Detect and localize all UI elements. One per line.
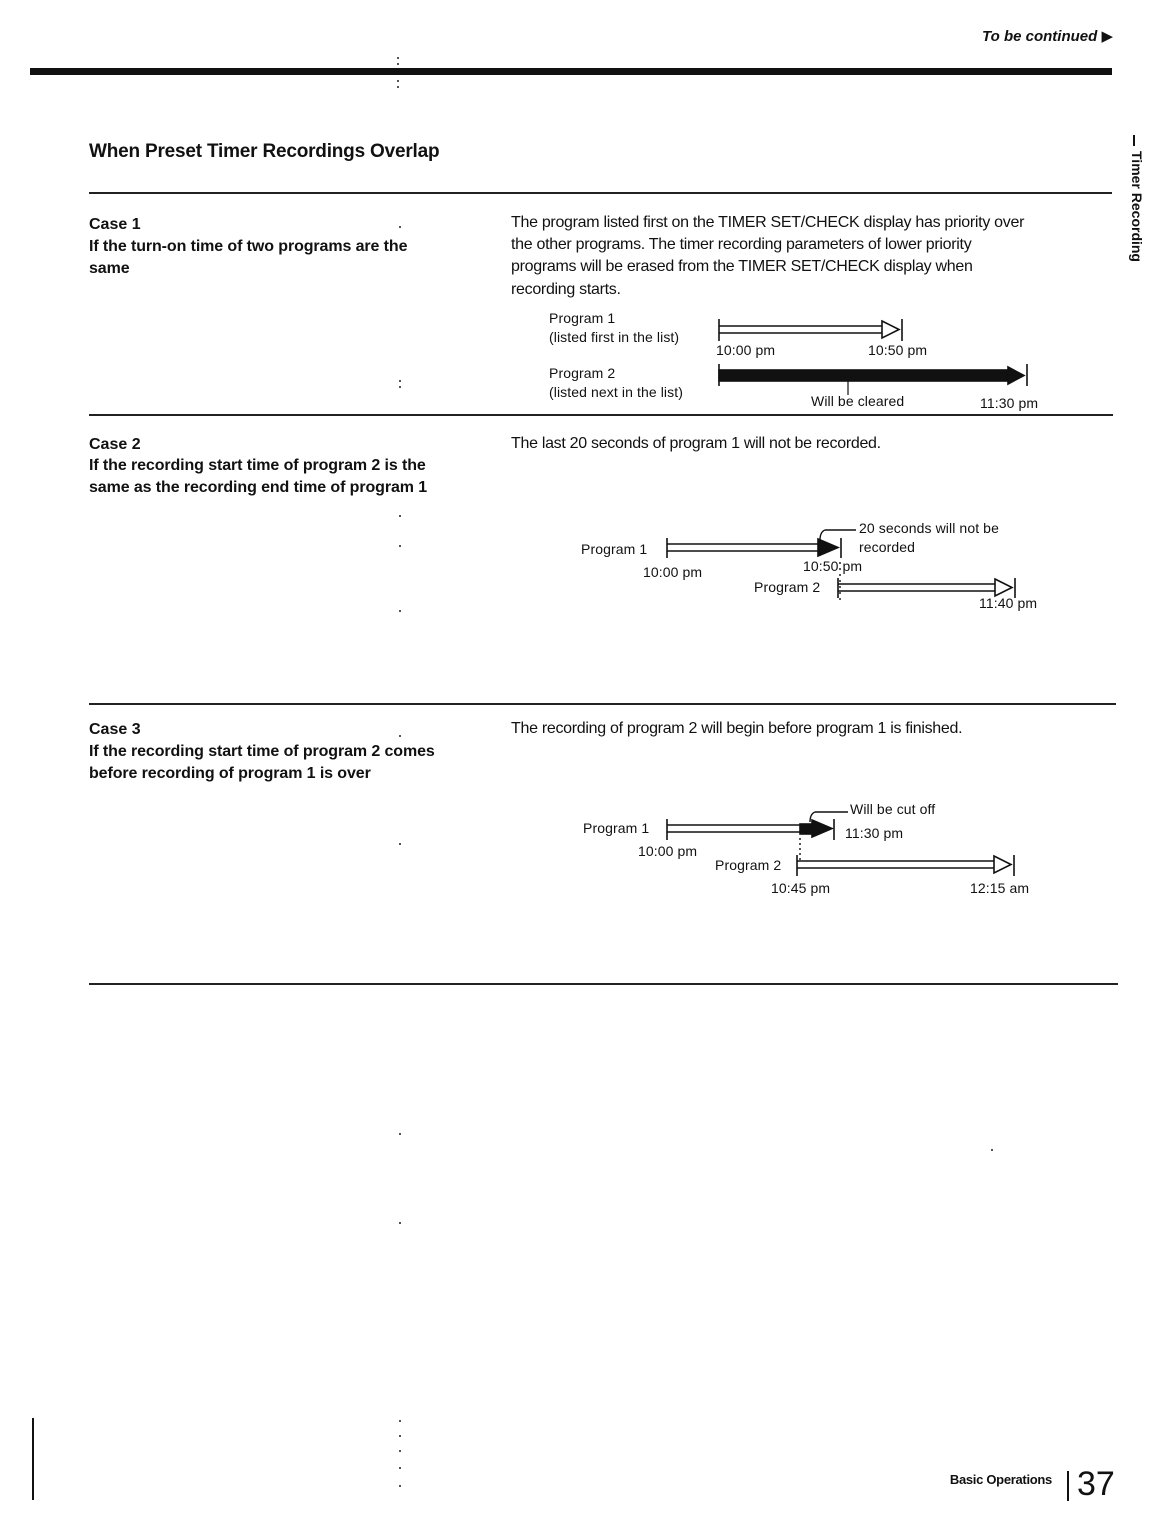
case2-subtitle-line2: same as the recording end time of program 1 xyxy=(89,479,428,496)
binding-dot xyxy=(397,86,399,88)
case3-p2-start-time: 10:45 pm xyxy=(771,880,831,896)
binding-dot xyxy=(397,63,399,65)
binding-dot xyxy=(399,1485,401,1487)
case1-program2-bar xyxy=(719,364,1027,395)
case3-cut-note: Will be cut off xyxy=(850,801,936,817)
binding-dot xyxy=(399,1420,401,1422)
case3-desc-line1: The recording of program 2 will begin before program 1 is finished. xyxy=(511,720,963,737)
case1-heading: Case 1 xyxy=(89,216,141,233)
case1-end-time1: 10:50 pm xyxy=(868,342,928,358)
binding-dot xyxy=(399,1450,401,1452)
case2-program1-bar xyxy=(667,538,841,558)
case3-heading: Case 3 xyxy=(89,721,141,738)
case2-mid-time: 10:50 pm xyxy=(803,558,863,574)
case3-p1-end-time: 11:30 pm xyxy=(845,825,904,841)
case3-subtitle-line1: If the recording start time of program 2 comes xyxy=(89,743,435,760)
case1-end-time2: 11:30 pm xyxy=(980,395,1039,411)
case1-subtitle-line2: same xyxy=(89,260,130,277)
case2-desc-line1: The last 20 seconds of program 1 will not be recorded. xyxy=(511,435,881,452)
binding-dot xyxy=(397,80,399,82)
binding-dot xyxy=(399,1133,401,1135)
binding-dot xyxy=(399,545,401,547)
case1-subtitle-line1: If the turn-on time of two programs are the xyxy=(89,238,408,255)
side-tab-label: Timer Recording xyxy=(1129,151,1145,262)
binding-dot xyxy=(397,57,399,59)
case3-start-time: 10:00 pm xyxy=(638,843,698,859)
binding-dot xyxy=(399,386,401,388)
case3-program1-bar xyxy=(667,819,834,840)
binding-dot xyxy=(399,1222,401,1224)
case1-program1-bar xyxy=(719,319,902,341)
binding-dot xyxy=(399,735,401,737)
footer-separator xyxy=(1067,1471,1069,1501)
section-title: When Preset Timer Recordings Overlap xyxy=(89,141,440,162)
case2-program2-label: Program 2 xyxy=(754,579,821,595)
case2-note-line2: recorded xyxy=(859,539,916,555)
case2-subtitle-line1: If the recording start time of program 2 is the xyxy=(89,457,426,474)
binding-dot xyxy=(399,1435,401,1437)
continued-note: To be continued ▶ xyxy=(982,28,1113,45)
binding-dot xyxy=(399,380,401,382)
page-number: 37 xyxy=(1077,1465,1115,1503)
binding-dot xyxy=(399,610,401,612)
binding-dot xyxy=(399,515,401,517)
case2-heading: Case 2 xyxy=(89,436,141,453)
case1-program2-label: Program 2 xyxy=(549,365,616,381)
binding-dot xyxy=(399,226,401,228)
binding-dot xyxy=(399,843,401,845)
case2-note-line1: 20 seconds will not be xyxy=(859,520,999,536)
case1-cleared-note: Will be cleared xyxy=(811,393,905,409)
case1-program1-note: (listed first in the list) xyxy=(549,329,680,345)
case2-program2-bar xyxy=(838,578,1015,598)
case1-program2-note: (listed next in the list) xyxy=(549,384,683,400)
case1-desc-line4: recording starts. xyxy=(511,281,621,298)
case3-program2-bar xyxy=(797,855,1014,876)
case1-program1-label: Program 1 xyxy=(549,310,616,326)
case3-subtitle-line2: before recording of program 1 is over xyxy=(89,765,371,782)
case1-desc-line1: The program listed first on the TIMER SET/CHECK display has priority over xyxy=(511,214,1025,231)
case2-end-time: 11:40 pm xyxy=(979,595,1038,611)
footer-section: Basic Operations xyxy=(949,1472,1052,1487)
case1-desc-line3: programs will be erased from the TIMER SET/CHECK display when xyxy=(511,258,973,275)
case3-cut-pointer xyxy=(800,812,848,860)
case1-start-time: 10:00 pm xyxy=(716,342,776,358)
margin-bar xyxy=(32,1418,34,1500)
binding-dot xyxy=(399,1467,401,1469)
case3-program1-label: Program 1 xyxy=(583,820,650,836)
case2-start-time: 10:00 pm xyxy=(643,564,703,580)
case1-desc-line2: the other programs. The timer recording parameters of lower priority xyxy=(511,236,972,253)
case2-program1-label: Program 1 xyxy=(581,541,648,557)
case3-program2-label: Program 2 xyxy=(715,857,782,873)
speck xyxy=(991,1149,993,1151)
case3-p2-end-time: 12:15 am xyxy=(970,880,1030,896)
